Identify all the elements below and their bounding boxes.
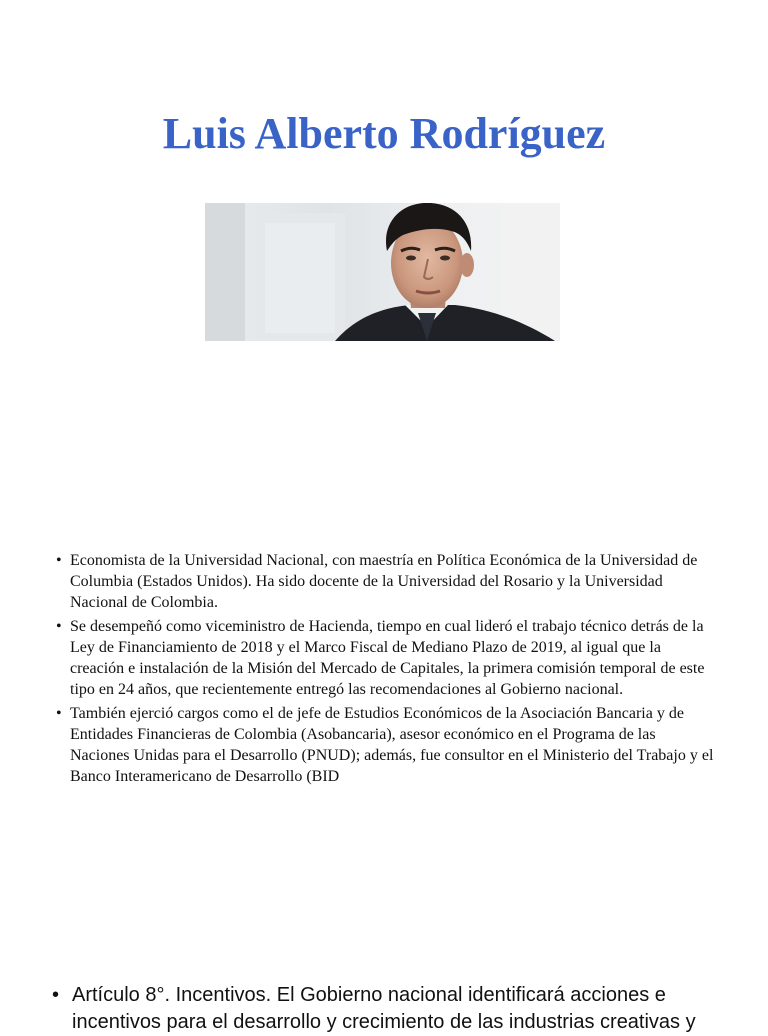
portrait-photo — [205, 203, 560, 341]
slide-title: Luis Alberto Rodríguez — [162, 109, 606, 158]
bullet-item — [56, 550, 716, 613]
bullet-marker: • — [52, 984, 60, 1006]
bullet-marker: • — [56, 705, 62, 722]
bullet-marker: • — [56, 552, 62, 569]
bullet-item — [56, 616, 716, 700]
bullet-text: Economista de la Universidad Nacional, con maestría en Política Económica de la Universidad de Columbia (Estados Unidos). Ha sido docente de la Universidad del Rosario y la Universidad Nacional de Colombia. — [70, 552, 698, 611]
bullet-item — [56, 703, 716, 787]
bullet-text: También ejerció cargos como el de jefe de Estudios Económicos de la Asociación Bancaria y de Entidades Financieras de Colombia (Asobancaria), asesor económico en el Programa de las Naciones Unidas para el Desarrollo (PNUD); además, fue consultor en el Ministerio del Trabajo y el Banco Interamericano de Desarrollo (BID — [70, 705, 714, 785]
article-text: Artículo 8°. Incentivos. El Gobierno nacional identificará acciones e incentivos para el desarrollo y crecimiento de las industrias creativas y — [72, 984, 696, 1033]
bullet-marker: • — [56, 618, 62, 635]
article-bullet — [52, 982, 752, 1036]
bullet-text: Se desempeñó como viceministro de Hacienda, tiempo en cual lideró el trabajo técnico detrás de la Ley de Financiamiento de 2018 y el Marco Fiscal de Mediano Plazo de 2019, al igual que la creación e instalación de la Misión del Mercado de Capitales, la primera comisión temporal de este tipo en 24 años, que recientemente entregó las recomendaciones al Gobierno nacional. — [70, 618, 705, 698]
bullet-list — [56, 550, 716, 790]
